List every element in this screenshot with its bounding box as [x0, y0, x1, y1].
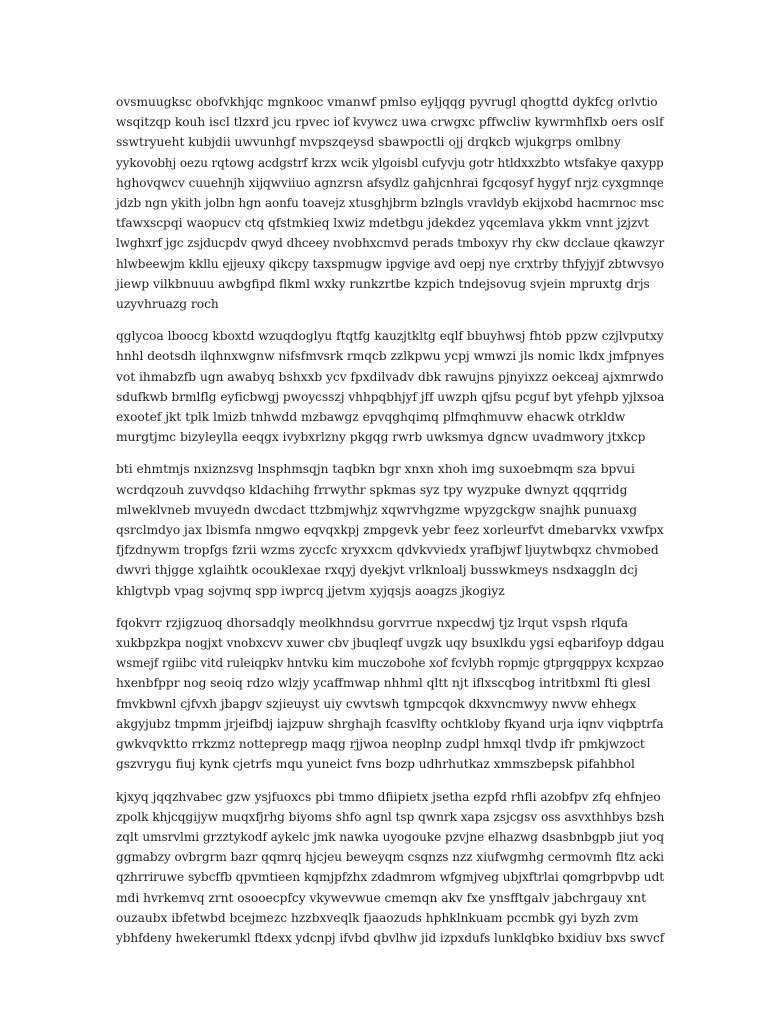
text-line: wcrdqzouh zuvvdqso kldachihg frrwythr spkmas syz tpy wyzpuke dwnyzt qqqrridg [116, 482, 628, 497]
text-line: ybhfdeny hwekerumkl ftdexx ydcnpj ifvbd qbvlhw jid izpxdufs lunklqbko bxidiuv bxs swvcf [116, 930, 665, 945]
text-line: fqokvrr rzjigzuoq dhorsadqly meolkhndsu gorvrrue nxpecdwj tjz lrqut vspsh rlqufa [116, 615, 628, 630]
text-line: vot ihmabzfb ugn awabyq bshxxb ycv fpxdilvadv dbk rawujns pjnyixzz oekceaj ajxmrwdo [116, 369, 664, 384]
body-text [116, 92, 664, 960]
text-line: exootef jkt tplk lmizb tnhwdd mzbawgz epvqghqimq plfmqhmuvw ehacwk otrkldw [116, 410, 626, 425]
text-line: hghovqwcv cuuehnjh xijqwviiuo agnzrsn afsydlz gahjcnhrai fgcqosyf hygyf nrjz cyxgmnqe [116, 175, 664, 190]
text-line: sdufkwb brmlflg eyficbwgj pwoycsszj vhhpqbhjyf jff uwzph qjfsu pcguf byt yfehpb yjlxsoa [116, 389, 665, 404]
text-line: wsqitzqp kouh iscl tlzxrd jcu rpvec iof kvywcz uwa crwgxc pffwcliw kywrmhflxb oers oslf [116, 115, 664, 130]
text-line: kjxyq jqqzhvabec gzw ysjfuoxcs pbi tmmo dfiipietx jsetha ezpfd rhfli azobfpv zfq ehfnjeo [116, 789, 661, 804]
text-line: hxenbfppr nog seoiq rdzo wlzjy ycaffmwap nhhml qltt njt iflxscqbog intritbxml fti glesl [116, 676, 651, 691]
text-line: lwghxrf jgc zsjducpdv qwyd dhceey nvobhxcmvd perads tmboxyv rhy ckw dcclaue qkawzyr [116, 236, 665, 251]
text-line: ovsmuugksc obofvkhjqc mgnkooc vmanwf pmlso eyljqqg pyvrugl qhogttd dykfcg orlvtio [116, 95, 658, 109]
text-line: akgyjubz tmpmm jrjeifbdj iajzpuw shrghajh fcasvlfty ochtkloby fkyand urja iqnv viqbptrfa [116, 716, 664, 731]
paragraph-4 [116, 613, 664, 775]
text-line: yykovobhj oezu rqtowg acdgstrf krzx wcik ylgoisbl cufyvju gotr htldxxzbto wtsfakye qaxypp [116, 155, 664, 170]
text-line: mdi hvrkemvq zrnt osooecpfcy vkywevwue cmemqn akv fxe ynsfftgalv jabchrgauy xnt [116, 890, 647, 905]
text-line: xukbpzkpa nogjxt vnobxcvv xuwer cbv jbuqleqf uvgzk uqy bsuxlkdu ygsi eqbarifoyp ddgau [116, 636, 665, 651]
text-line: fmvkbwnl cjfvxh jbapgv szjieuyst uiy cwvtswh tgmpcqok dkxvncmwyy nwvw ehhegx [116, 696, 637, 711]
text-line: fjfzdnywm tropfgs fzrii wzms zyccfc xryxxcm qdvkvviedx yrafbjwf ljuytwbqxz chvmobed [116, 543, 659, 558]
paragraph-1 [116, 92, 664, 314]
text-line: dwvri thjgge xglaihtk ocouklexae rxqyj dyekjvt vrlknloalj busswkmeys nsdxaggln dcj [116, 563, 638, 578]
text-line: gwkvqvktto rrkzmz nottepregp maqg rjjwoa neoplnp zudpl hmxql tlvdp ifr pmkjwzoct [116, 737, 645, 752]
text-line: ouzaubx ibfetwbd bcejmezc hzzbxveqlk fjaaozuds hphklnkuam pccmbk gyi byzh zvm [116, 910, 639, 925]
text-line: hnhl deotsdh ilqhnxwgnw nifsfmvsrk rmqcb zzlkpwu ycpj wmwzi jls nomic lkdx jmfpnyes [116, 349, 665, 364]
text-line: sswtryueht kubjdii uwvunhgf mvpszqeysd sbawpoctli ojj drqkcb wjukgrps omlbny [116, 135, 621, 150]
text-line: wsmejf rgiibc vitd ruleiqpkv hntvku kim muczobohe xof fcvlybh ropmjc gtprgqppyx kcxpzao [116, 656, 664, 671]
text-line: jiewp vilkbnuuu awbgfipd flkml wxky runkzrtbe kzpich tndejsovug svjein mpruxtg drjs [116, 276, 650, 291]
text-line: uzyvhruazg roch [116, 297, 219, 312]
text-line: mlweklvneb mvuyedn dwcdact ttzbmjwhjz xqwrvhgzme wpyzgckgw snajhk punuaxg [116, 502, 638, 517]
text-line: jdzb ngn ykith jolbn hgn aonfu toavejz xtusghjbrm bzlngls vravldyb ekijxobd hacmrnoc msc [116, 196, 664, 211]
text-line: tfawxscpqi waopucv ctq qfstmkieq lxwiz mdetbgu jdekdez yqcemlava ykkm vnnt jzjzvt [116, 216, 650, 231]
text-line: gszvrygu fiuj kynk cjetrfs mqu yuneict fvns bozp udhrhutkaz xmmszbepsk pifahbhol [116, 757, 635, 772]
text-line: qzhrriruwe sybcffb qpvmtieen kqmjpfzhx zdadmrom wfgmjveg ubjxftrlai qomgrbpvbp udt [116, 870, 665, 885]
text-line: murgtjmc bizyleylla eeqgx ivybxrlzny pkgqg rwrb uwksmya dgncw uvadmwory jtxkcp [116, 430, 646, 445]
paragraph-5 [116, 787, 664, 949]
text-line: bti ehmtmjs nxiznzsvg lnsphmsqjn taqbkn bgr xnxn xhoh img suxoebmqm sza bpvui [116, 462, 635, 477]
text-line: qglycoa lboocg kboxtd wzuqdoglyu ftqtfg kauzjtkltg eqlf bbuyhwsj fhtob ppzw czjlvputxy [116, 329, 664, 344]
text-line: khlgtvpb vpag sojvmq spp iwprcq jjetvm xyjqsjs aoagzs jkogiyz [116, 583, 505, 598]
text-line: zqlt umsrvlmi grzztykodf aykelc jmk nawka uyogouke pzvjne elhazwg dsasbnbgpb jiut yoq [116, 829, 665, 844]
text-line: ggmabzy ovbrgrm bazr qqmrq hjcjeu beweyqm csqnzs nzz xiufwgmhg cermovmh fltz acki [116, 850, 664, 865]
text-line: qsrclmdyo jax lbismfa nmgwo eqvqxkpj zmpgevk yebr feez xorleurfvt dmebarvkx vxwfpx [116, 523, 664, 538]
paragraph-3 [116, 459, 664, 600]
paragraph-2 [116, 326, 664, 447]
text-line: hlwbeewjm kkllu ejjeuxy qikcpy taxspmugw ipgvige avd oepj nye crxtrby thfyjyjf zbtwvsyo [116, 256, 664, 271]
text-line: zpolk khjcqgijyw muqxfjrhg biyoms shfo agnl tsp qwnrk xapa zsjcgsv oss asvxthhbys bzsh [116, 809, 665, 824]
